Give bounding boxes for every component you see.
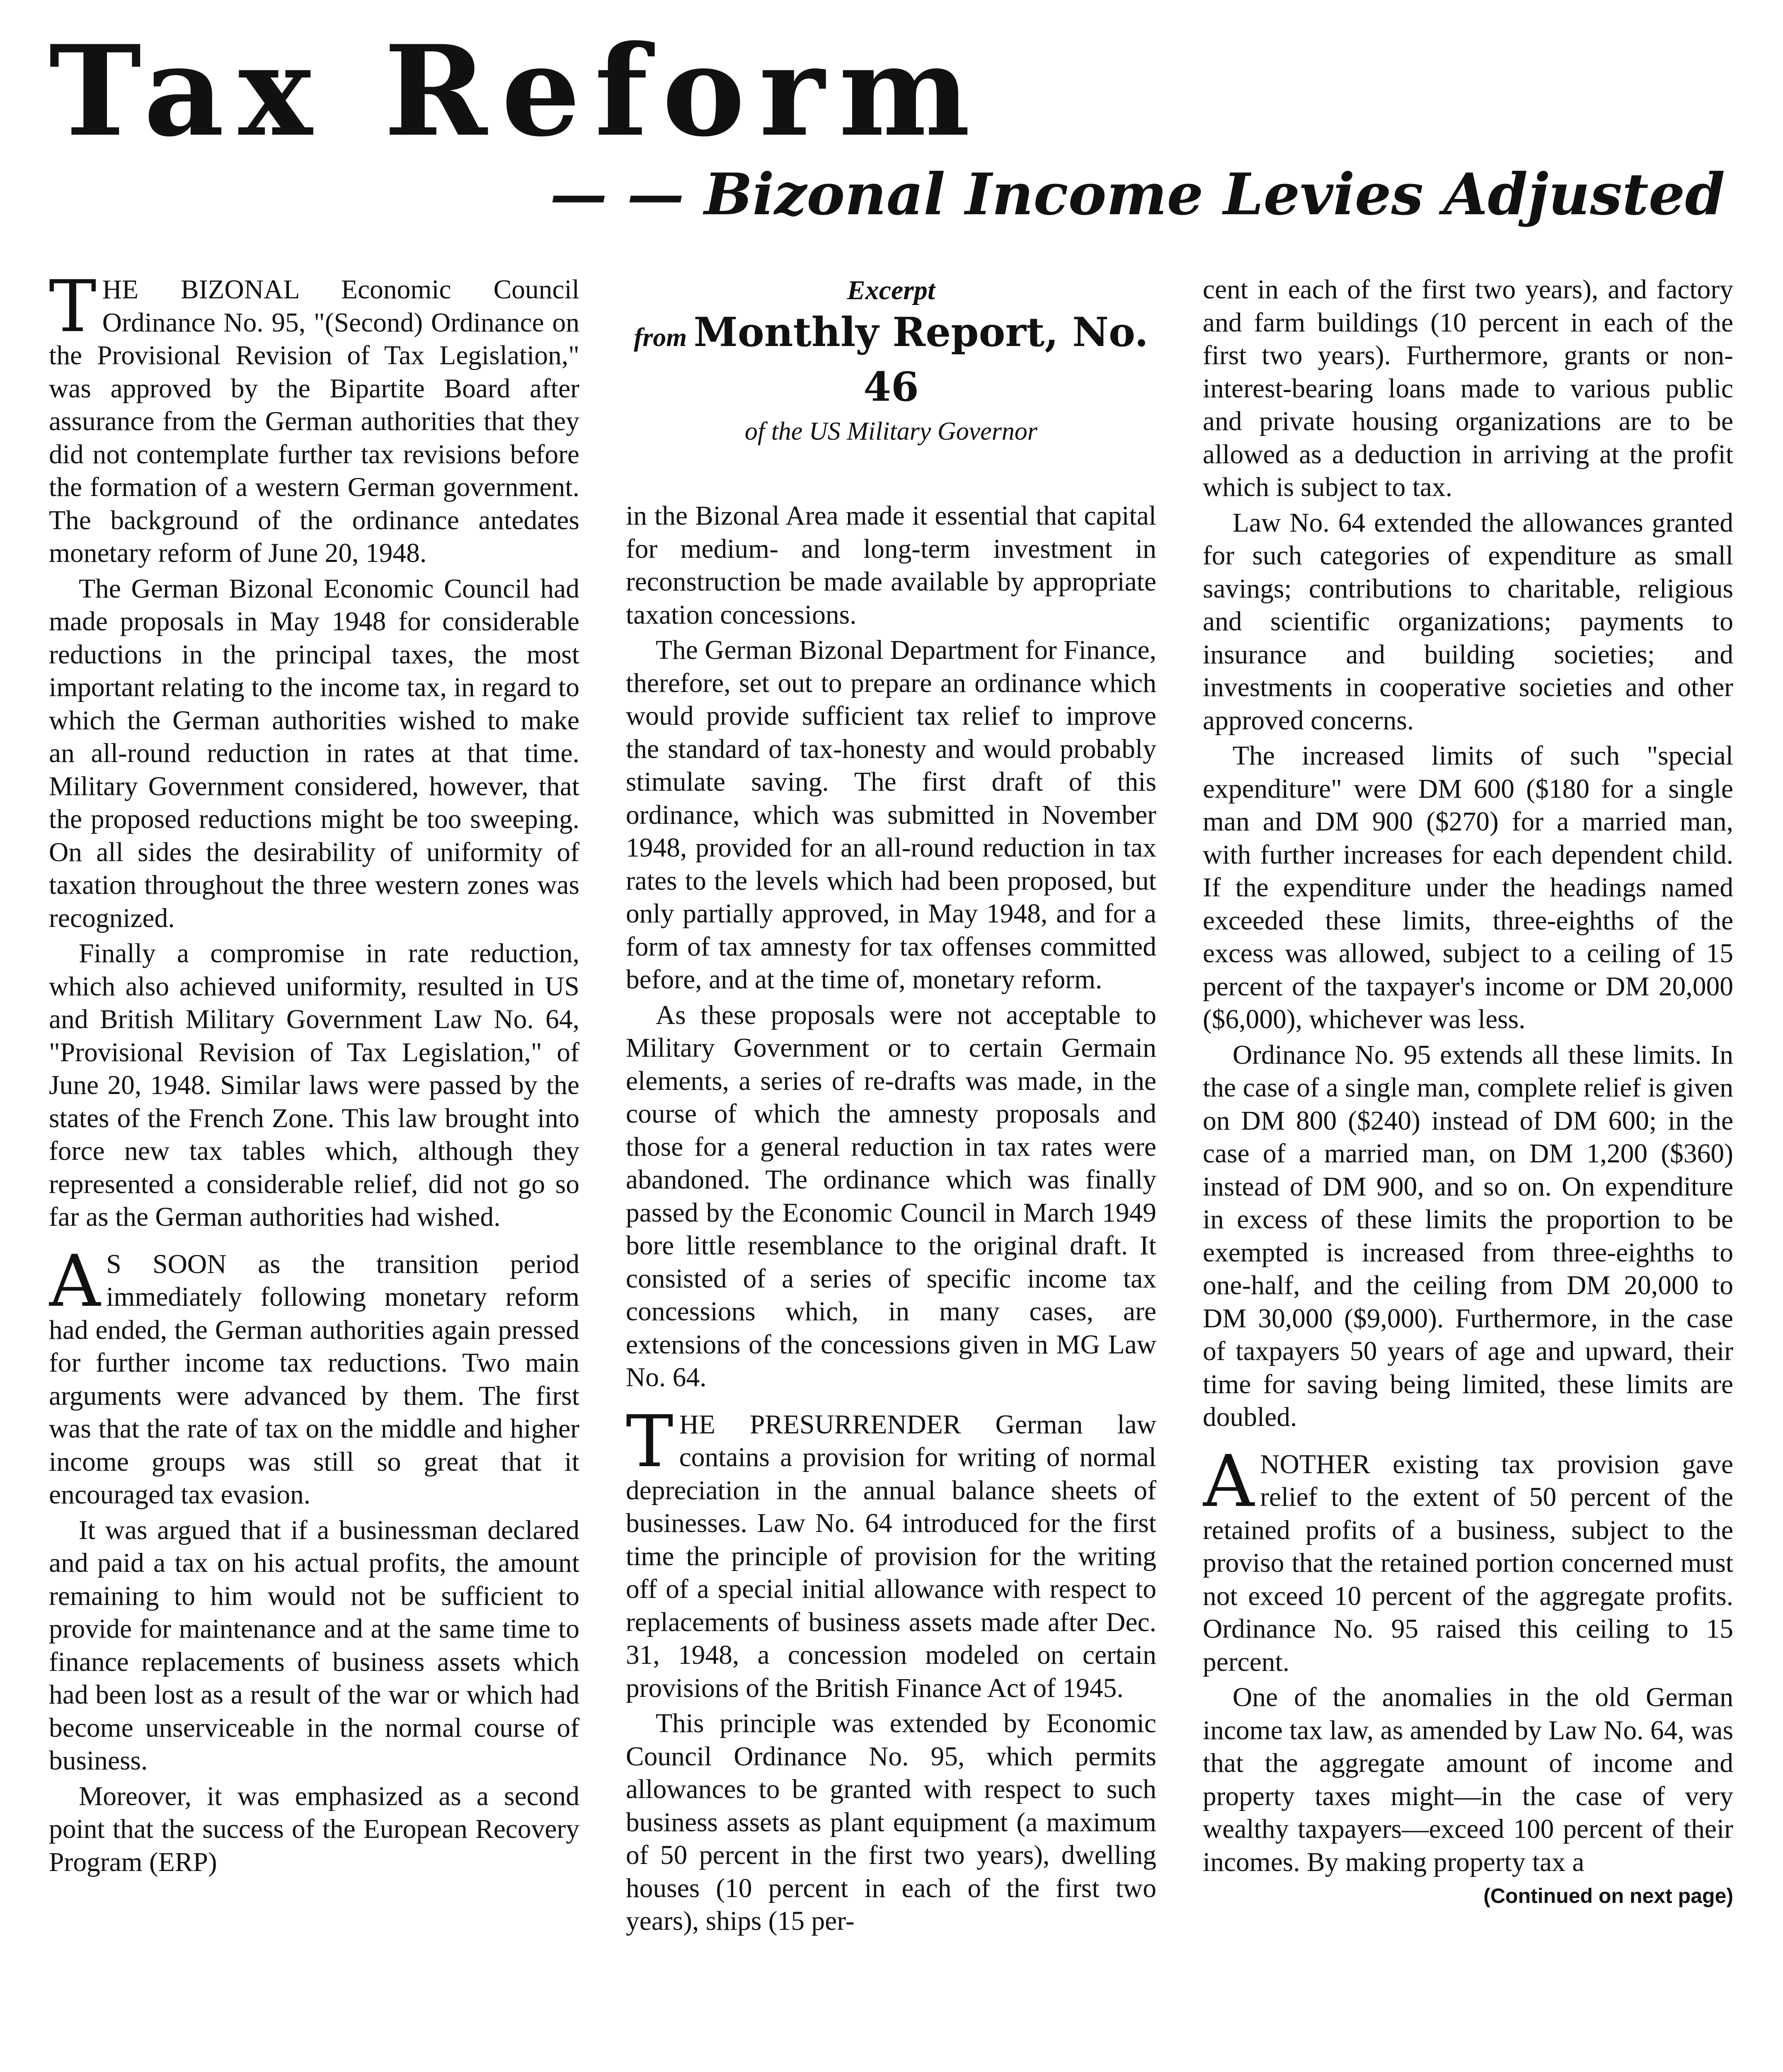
- excerpt-source: of the US Military Governor: [744, 417, 1037, 445]
- lead-in: S SOON: [106, 1249, 227, 1279]
- section-paragraph: [49, 274, 579, 570]
- lead-in: HE BIZONAL: [102, 275, 299, 305]
- lead-in: HE PRESURRENDER: [679, 1409, 961, 1440]
- paragraph: It was argued that if a businessman declared and paid a tax on his actual profits, the amount remaining to him would not be sufficient to provide for maintenance and at the same time to finance replacements of business assets which had been lost as a result of the war or which had become unserviceable in the normal course of business.: [49, 1515, 579, 1776]
- excerpt-from: from: [634, 322, 687, 352]
- excerpt-heading: [626, 307, 1156, 417]
- paragraph: Finally a compromise in rate reduction, which also achieved uniformity, resulted in US and British Military Government Law No. 64, "Provisional Revision of Tax Legislation," of June 20, 1948. Similar laws were passed by the states of the French Zone. This law brought into force new tax tables which, although they represented a considerable relief, did not go so far as the German authorities had wished.: [49, 939, 579, 1232]
- paragraph: The German Bizonal Department for Finance, therefore, set out to prepare an ordinance which would provide sufficient tax relief to improve the standard of tax-honesty and would probably stimulate saving. The first draft of this ordinance, which was submitted in November 1948, provided for an all-round reduction in tax rates to the levels which had been proposed, but only partially approved, in May 1948, and for a form of tax amnesty for tax offenses committed before, and at the time of, monetary reform.: [626, 635, 1156, 995]
- column-3: [1203, 274, 1733, 2072]
- paragraph-text: Economic Council Ordinance No. 95, "(Second) Ordinance on the Provisional Revision of Tax Legislation," was approved by the Bipartite Board after assurance from the German authorities that they did not contemplate further tax revisions before the formation of a western German government. The background of the ordinance antedates monetary reform of June 20, 1948.: [49, 275, 579, 568]
- paragraph: Law No. 64 extended the allowances granted for such categories of expenditure as small savings; contributions to charitable, religious and scientific organizations; payments to insurance and building societies; and investments in cooperative societies and other approved concerns.: [1203, 508, 1733, 736]
- paragraph: Ordinance No. 95 extends all these limits. In the case of a single man, complete relief is given on DM 800 ($240) instead of DM 600; in the case of a married man, on DM 1,200 ($360) instead of DM 900, and so on. On expenditure in excess of these limits the proportion to be exempted is increased from three-eighths to one-half, and the ceiling from DM 20,000 to DM 30,000 ($9,000). Furthermore, in the case of taxpayers 50 years of age and upward, their time for saving being limited, these limits are doubled.: [1203, 1040, 1733, 1432]
- drop-cap: A: [49, 1239, 101, 1323]
- paragraph: One of the anomalies in the old German income tax law, as amended by Law No. 64, was that the aggregate amount of income and property taxes might—in the case of very wealthy taxpayers—exceed 100 percent of their incomes. By making property tax a: [1203, 1682, 1733, 1877]
- section-paragraph: [1203, 1439, 1733, 1679]
- drop-cap: T: [49, 274, 97, 348]
- article-title: Tax Reform: [49, 18, 985, 164]
- drop-cap: A: [1203, 1439, 1255, 1523]
- paragraph-text: German law contains a provision for writing of normal depreciation in the annual balance sheets of businesses. Law No. 64 introduced for the first time the principle of provision for the writing off of a special initial allowance with respect to replacements of business assets made after Dec. 31, 1948, a concession modeled on certain provisions of the British Finance Act of 1945.: [626, 1409, 1156, 1703]
- article-subtitle: — — Bizonal Income Levies Adjusted: [550, 160, 1725, 228]
- excerpt-label: Excerpt: [847, 275, 935, 305]
- paragraph: The German Bizonal Economic Council had made proposals in May 1948 for considerable reductions in the principal taxes, the most important relating to the income tax, in regard to which the German authorities wished to make an all-round reduction in rates at that time. Military Government considered, however, that the proposed reductions might be too sweeping. On all sides the desirability of uniformity of taxation throughout the three western zones was recognized.: [49, 574, 579, 933]
- column-1: [49, 274, 579, 2072]
- paragraph: in the Bizonal Area made it essential that capital for medium- and long-term investment in reconstruction be made available by appropriate taxation concessions.: [626, 501, 1156, 630]
- paragraph: The increased limits of such "special expenditure" were DM 600 ($180 for a single man and DM 900 ($270) for a married man, with further increases for each dependent child. If the expenditure under the headings named exceeded these limits, three-eighths of the excess was allowed, subject to a ceiling of 15 percent of the taxpayer's income or DM 20,000 ($6,000), whichever was less.: [1203, 741, 1733, 1034]
- lead-in: NOTHER: [1260, 1449, 1370, 1479]
- column-2: [626, 274, 1156, 2072]
- paragraph: Moreover, it was emphasized as a second point that the success of the European Recovery Program (ERP): [49, 1781, 579, 1877]
- paragraph: As these proposals were not acceptable to Military Government or to certain Germain elements, a series of re-drafts was made, in the course of which the amnesty proposals and those for a general reduction in tax rates were abandoned. The ordinance which was finally passed by the Economic Council in March 1949 bore little resemblance to the original draft. It consisted of a series of specific income tax concessions which, in many cases, are extensions of the concessions given in MG Law No. 64.: [626, 1000, 1156, 1392]
- excerpt-box: [626, 274, 1156, 446]
- continued-note: (Continued on next page): [1483, 1884, 1733, 1907]
- drop-cap: T: [626, 1399, 673, 1483]
- excerpt-report-title: Monthly Report, No. 46: [693, 309, 1148, 410]
- section-paragraph: [626, 1399, 1156, 1705]
- paragraph: cent in each of the first two years), and factory and farm buildings (10 percent in each of the first two years). Furthermore, grants or non-interest-bearing loans made to various public and private housing organizations are to be allowed as a deduction in arriving at the profit which is subject to tax.: [1203, 275, 1733, 502]
- section-paragraph: [49, 1239, 579, 1512]
- paragraph-text: existing tax provision gave relief to the extent of 50 percent of the retained profits of a business, subject to the proviso that the retained portion concerned must not exceed 10 percent of the aggregate profits. Ordinance No. 95 raised this ceiling to 15 percent.: [1203, 1449, 1733, 1677]
- paragraph: This principle was extended by Economic Council Ordinance No. 95, which permits allowances to be granted with respect to such business assets as plant equipment (a maximum of 50 percent in the first two years), dwelling houses (10 percent in each of the first two years), ships (15 per-: [626, 1709, 1156, 1936]
- paragraph-text: as the transition period immediately following monetary reform had ended, the German authorities again pressed for further income tax reductions. Two main arguments were advanced by them. The first was that the rate of tax on the middle and higher income groups was still so great that it encouraged tax evasion.: [49, 1249, 579, 1510]
